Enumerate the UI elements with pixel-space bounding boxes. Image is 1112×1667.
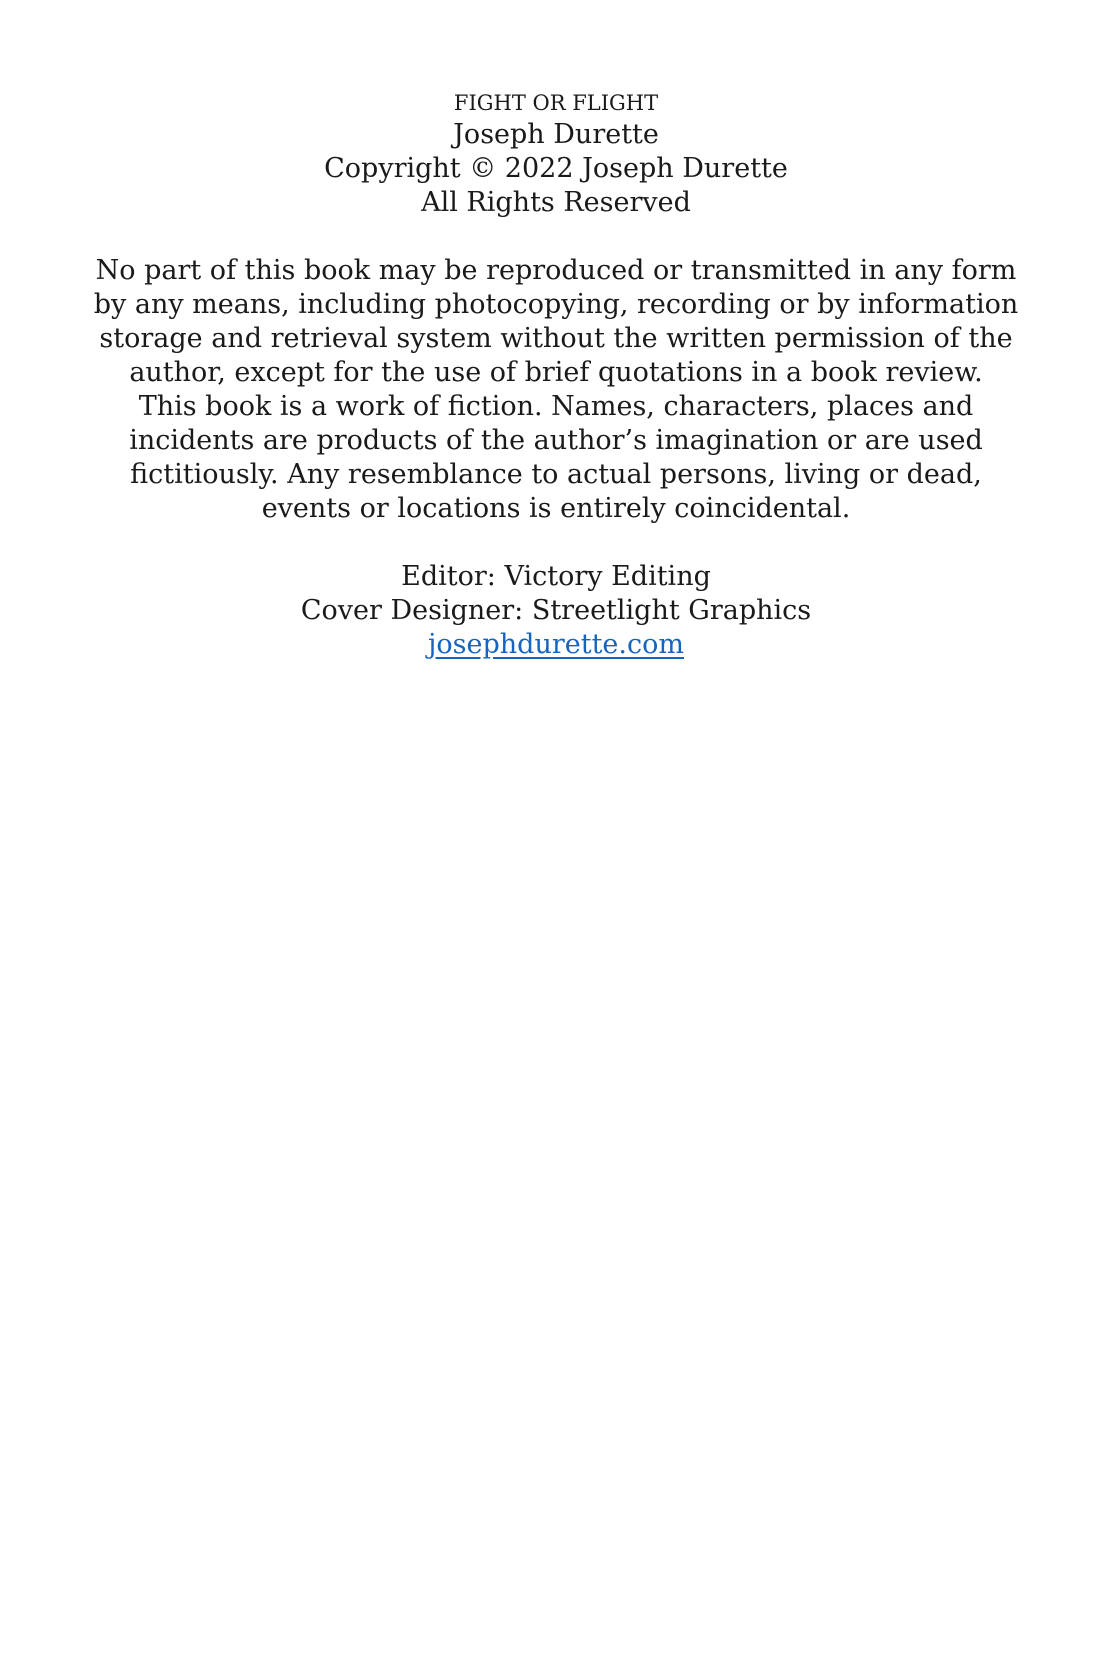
spacer [90,526,1022,560]
reproduction-notice: No part of this book may be reproduced or transmitted in any form by any means, including photocopying, recording or by information storage and retrieval system without the written permission of the author, except for the use of brief quotations in a book review. [93,255,1019,388]
book-title: FIGHT OR FLIGHT [453,91,659,115]
fiction-notice: This book is a work of fiction. Names, characters, places and incidents are products of the author’s imagination or are used fictitiously. Any resemblance to actual persons, living or dead, events or locations is entirely coincidental. [129,391,983,524]
copyright-content [90,89,1022,662]
rights-line: All Rights Reserved [421,187,691,218]
spacer [90,220,1022,254]
author-name: Joseph Durette [453,119,659,150]
copyright-line: Copyright © 2022 Joseph Durette [324,153,788,184]
cover-designer-credit: Cover Designer: Streetlight Graphics [300,595,812,626]
editor-credit: Editor: Victory Editing [401,561,711,592]
website-link[interactable]: josephdurette.com [428,629,684,660]
